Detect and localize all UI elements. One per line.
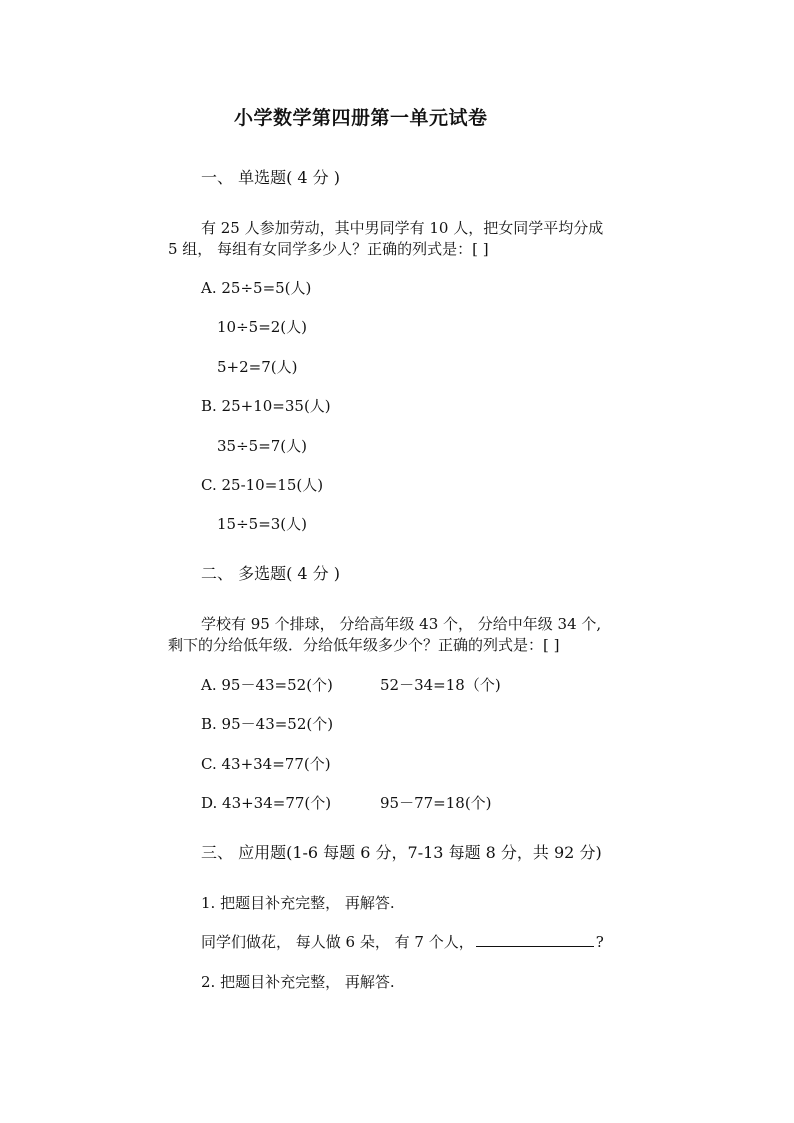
option-a-line-1: A. 25÷5=5(人) [201,279,312,297]
question-text-line-2: 5 组， 每组有女同学多少人？正确的列式是：[ ] [168,240,489,258]
option-b-line-2: 35÷5=7(人) [217,437,308,455]
option-c-line-2: 15÷5=3(人) [217,515,308,533]
question-1-instruction: 1. 把题目补充完整， 再解答. [201,894,395,912]
question-text-line-1: 学校有 95 个排球， 分给高年级 43 个， 分给中年级 34 个, [201,615,602,633]
option-d-part-2: 95－77=18(个) [380,794,492,812]
option-d-part-1: D. 43+34=77(个) [201,794,332,812]
question-2-instruction: 2. 把题目补充完整， 再解答. [201,973,395,991]
question-text-line-2: 剩下的分给低年级．分给低年级多少个？正确的列式是：[ ] [168,636,560,654]
answer-blank[interactable] [476,932,594,947]
question-1-body: 同学们做花， 每人做 6 朵， 有 7 个人， [201,933,474,951]
option-b-line-1: B. 25+10=35(人) [201,397,331,415]
option-c: C. 43+34=77(个) [201,755,331,773]
question-1-text [201,932,604,952]
section-heading-single-choice: 一、 单选题( 4 分 ) [201,168,341,187]
option-a-line-3: 5+2=7(人) [217,358,298,376]
section-heading-application: 三、 应用题(1-6 每题 6 分，7-13 每题 8 分，共 92 分) [201,843,602,862]
page-title: 小学数学第四册第一单元试卷 [234,107,488,129]
option-a-part-1: A. 95－43=52(个) [201,676,333,694]
question-1-end: ? [595,933,604,951]
option-b: B. 95－43=52(个) [201,715,334,733]
question-text-line-1: 有 25 人参加劳动，其中男同学有 10 人，把女同学平均分成 [201,219,604,237]
option-a-part-2: 52－34=18（个) [380,676,501,694]
option-c-line-1: C. 25-10=15(人) [201,476,324,494]
section-heading-multiple-choice: 二、 多选题( 4 分 ) [201,564,341,583]
option-a-line-2: 10÷5=2(人) [217,318,308,336]
